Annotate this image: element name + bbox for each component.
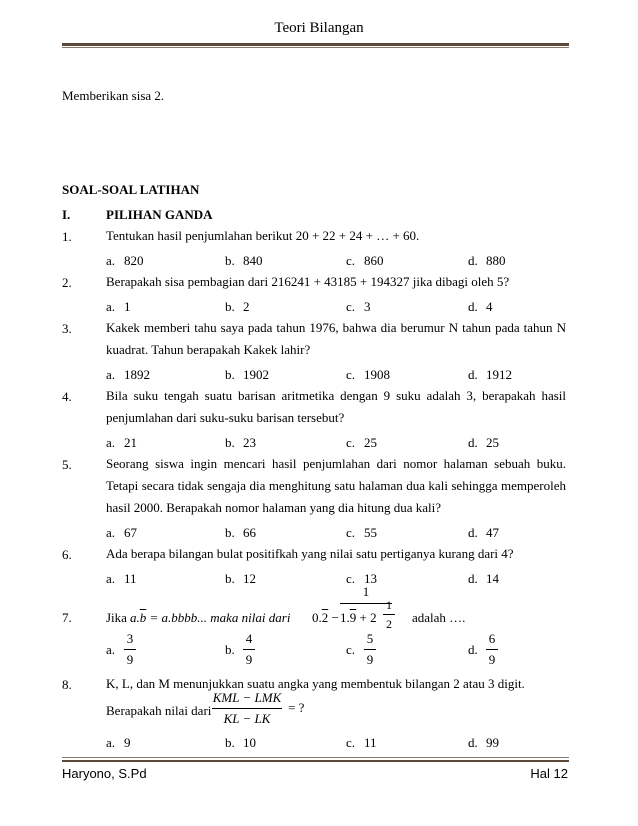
option-c: c. 1908: [346, 367, 390, 382]
fraction-numerator: 1: [362, 584, 370, 599]
option-a: a. 1892: [106, 367, 150, 382]
option-b: b. 2: [225, 299, 250, 314]
mixed-fraction-denominator: 2: [386, 617, 392, 631]
question-number: 4.: [62, 389, 72, 404]
option-c: c. 860: [346, 253, 384, 268]
option-b: b. 840: [225, 253, 263, 268]
question-tail: = ?: [288, 700, 305, 715]
intro-text: Memberikan sisa 2.: [62, 88, 165, 103]
question-number: 2.: [62, 275, 72, 290]
kml-fraction: KML − LMK KL − LK: [212, 690, 282, 726]
question-text-line2: Berapakah nilai dari: [106, 703, 212, 718]
option-b: b. 10: [225, 735, 256, 750]
option-d: d. 99: [468, 735, 499, 750]
option-a: a. 9: [106, 735, 131, 750]
option-b: b. 1902: [225, 367, 269, 382]
subsection-number: I.: [62, 207, 71, 222]
question-text: Seorang siswa ingin mencari hasil penjumlahan dari nomor halaman sebuah buku. Tetapi secara tidak sengaja dia menghitung satu halaman dua kali sehingga memperoleh hasil 2000. Berapakah nomor halaman yang dia hitung dua kali?: [106, 456, 566, 515]
option-d: d. 880: [468, 253, 506, 268]
option-c: c. 3: [346, 299, 371, 314]
option-d: d. 14: [468, 571, 499, 586]
option-c: c. 55: [346, 525, 377, 540]
repeating-decimal-expression: $a.\overline{b}$ = a.bbbb... maka nilai dari: [130, 610, 291, 625]
question-text: K, L, dan M menunjukkan suatu angka yang membentuk bilangan 2 atau 3 digit.: [106, 676, 525, 691]
option-d: d. 47: [468, 525, 499, 540]
option-d: d. 25: [468, 435, 499, 450]
question-number: 7.: [62, 610, 72, 625]
footer-rule: [62, 760, 569, 762]
option-a: a. 820: [106, 253, 144, 268]
subsection-title: PILIHAN GANDA: [106, 207, 213, 222]
option-d-fraction: 6 9: [486, 631, 498, 668]
option-a-fraction: 3 9: [124, 631, 136, 668]
question-text: Tentukan hasil penjumlahan berikut 20 + 22 + 24 + … + 60.: [106, 228, 420, 243]
question-number: 6.: [62, 547, 72, 562]
option-b-letter: b.: [225, 642, 235, 657]
question-number: 3.: [62, 321, 72, 336]
option-c: c. 13: [346, 571, 377, 586]
header-rule: [62, 43, 569, 46]
option-a: a. 21: [106, 435, 137, 450]
option-a: a. 1: [106, 299, 131, 314]
option-c-letter: c.: [346, 642, 356, 657]
option-b: b. 23: [225, 435, 256, 450]
footer-author: Haryono, S.Pd: [62, 766, 147, 781]
option-c: c. 25: [346, 435, 377, 450]
question-text: Berapakah sisa pembagian dari 216241 + 43185 + 194327 jika dibagi oleh 5?: [106, 274, 510, 289]
question-text-prefix: Jika: [106, 610, 127, 625]
question-number: 8.: [62, 677, 72, 692]
option-a: a. 67: [106, 525, 137, 540]
option-d: d. 1912: [468, 367, 512, 382]
question-text: Kakek memberi tahu saya pada tahun 1976, bahwa dia berumur N tahun pada tahun N kuadrat. Tahun berapakah Kakek lahir?: [106, 320, 566, 357]
option-c: c. 11: [346, 735, 377, 750]
question-text: Bila suku tengah suatu barisan aritmetika dengan 9 suku adalah 3, berapakah hasil penjumlahan dari suku-suku barisan tersebut?: [106, 388, 566, 425]
header-rule-thin: [62, 47, 569, 48]
option-a: a. 11: [106, 571, 137, 586]
question-text: Ada berapa bilangan bulat positifkah yang nilai satu pertiganya kurang dari 4?: [106, 546, 514, 561]
page-header-title: Teori Bilangan: [274, 20, 364, 36]
question-text-suffix: adalah ….: [412, 610, 466, 625]
footer-rule-thin: [62, 757, 569, 758]
option-a-letter: a.: [106, 642, 116, 657]
fraction-denominator: 1.9 + 2: [340, 610, 377, 625]
option-b-fraction: 4 9: [243, 631, 255, 668]
question-number: 1.: [62, 229, 72, 244]
option-c-fraction: 5 9: [364, 631, 376, 668]
footer-page-number: Hal 12: [530, 766, 568, 781]
section-title: SOAL-SOAL LATIHAN: [62, 182, 200, 197]
expression-lead: 0.2 −: [312, 610, 339, 625]
option-d: d. 4: [468, 299, 493, 314]
question-number: 5.: [62, 457, 72, 472]
mixed-fraction-bar: [383, 614, 395, 615]
option-d-letter: d.: [468, 642, 478, 657]
mixed-fraction-numerator: 1: [386, 598, 392, 612]
option-b: b. 66: [225, 525, 256, 540]
option-b: b. 12: [225, 571, 256, 586]
